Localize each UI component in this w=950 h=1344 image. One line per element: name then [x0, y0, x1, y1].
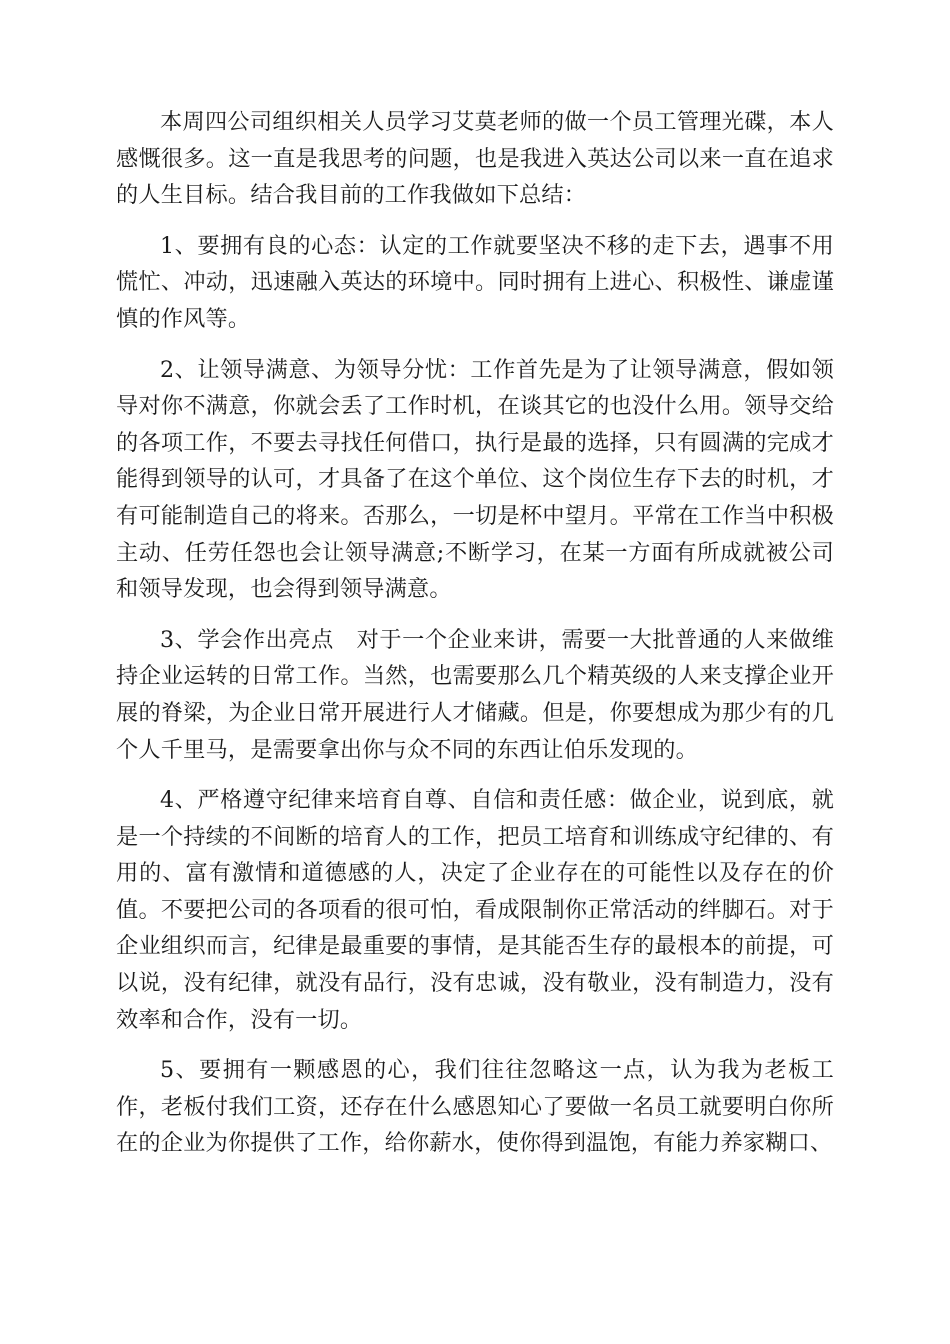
paragraph-intro: 本周四公司组织相关人员学习艾莫老师的做一个员工管理光碟，本人感慨很多。这一直是我思考的问题，也是我进入英达公司以来一直在追求的人生目标。结合我目前的工作我做如下总结：	[116, 109, 834, 209]
paragraph-point-4: 4、严格遵守纪律来培育自尊、自信和责任感：做企业，说到底，就是一个持续的不间断的培育人的工作，把员工培育和训练成守纪律的、有用的、富有激情和道德感的人，决定了企业存在的可能性以及存在的价值。不要把公司的各项看的很可怕，看成限制你正常活动的绊脚石。对于企业组织而言，纪律是最重要的事情，是其能否生存的最根本的前提，可以说，没有纪律，就没有品行，没有忠诚，没有敬业，没有制造力，没有效率和合作，没有一切。	[116, 787, 834, 1033]
paragraph-point-5: 5、要拥有一颗感恩的心，我们往往忽略这一点，认为我为老板工作，老板付我们工资，还存在什么感恩知心了要做一名员工就要明白你所在的企业为你提供了工作，给你薪水，使你得到温饱，有能力养家糊口、	[116, 1057, 834, 1157]
paragraph-point-2: 2、让领导满意、为领导分忧：工作首先是为了让领导满意，假如领导对你不满意，你就会丢了工作时机，在谈其它的也没什么用。领导交给的各项工作，不要去寻找任何借口，执行是最的选择，只有圆满的完成才能得到领导的认可，才具备了在这个单位、这个岗位生存下去的时机，才有可能制造自己的将来。否那么，一切是杯中望月。平常在工作当中积极主动、任劳任怨也会让领导满意;不断学习，在某一方面有所成就被公司和领导发现，也会得到领导满意。	[116, 356, 834, 603]
paragraph-point-1: 1、要拥有良的心态：认定的工作就要坚决不移的走下去，遇事不用慌忙、冲动，迅速融入英达的环境中。同时拥有上进心、积极性、谦虚谨慎的作风等。	[116, 232, 834, 332]
paragraph-point-3: 3、学会作出亮点 对于一个企业来讲，需要一大批普通的人来做维持企业运转的日常工作。当然，也需要那么几个精英级的人来支撑企业开展的脊梁，为企业日常开展进行人才储藏。但是，你要想成为那少有的几个人千里马，是需要拿出你与众不同的东西让伯乐发现的。	[116, 626, 834, 763]
document-body	[116, 104, 834, 1176]
